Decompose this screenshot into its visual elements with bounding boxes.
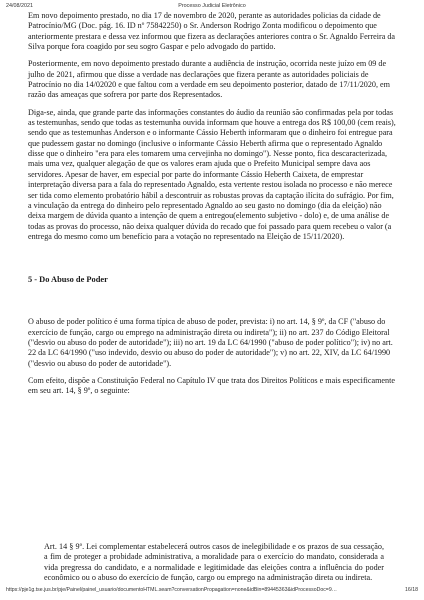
paragraph-audio-evidence: Diga-se, ainda, que grande parte das informações constantes do áudio da reunião são confirmadas pela por todas as testemunhas, sendo que todas as testemunha ouvida informam que houve a entrega dos R$ 100,00 (cem reais), sendo que as testemunhas Anderson e o informante Cássio Heberth informaram que o dinheiro foi entregue para que pudessem gastar no domingo (inclusive o informante Cássio Heberth afirma que o representado Agnaldo disse que o dinheiro "era para eles tomarem uma cervejinha no domingo"). Nesse ponto, fica descaracterizada, mais uma vez, qualquer alegação de que os valores eram ajuda que o Prefeito Municipal sempre dava aos servidores. Apesar de haver, em especial por parte do informante Cássio Heberth Caixeta, de emprestar interpretação diversa para a fala do representado Agnaldo, esta vertente restou isolada no processo e não merece ser tida como elemento probatório hábil a descontruir as robustas provas da captação ilícita do sufrágio. Por fim, a vinculação da entrega do dinheiro pelo representado Agnaldo ao seu gasto no domingo (dia da eleição) não deixa margem de dúvida quanto a intenção de quem a entregou(elemento subjetivo - dolo) e, de uma análise de todas as provas do processo, não deixa qualquer dúvida do recado que foi passado para quem recebeu o valor (a entrega do mesmo como um benefício para a votação no representado na Eleição de 15/11/2020). — [28, 107, 396, 241]
paragraph-constitution-intro: Com efeito, dispõe a Constituição Federal no Capítulo IV que trata dos Direitos Políticos e mais especificamente em seu art. 14, § 9º, o seguinte: — [28, 375, 395, 396]
document-url-link[interactable]: https://pje1g.tse.jus.br/pje/Painel/painel_usuario/documentoHTML.seam?conversationPropagation=none&idBin=89445363&idProcessoDoc=9… — [6, 587, 337, 593]
paragraph-political-abuse: O abuso de poder político é uma forma típica de abuso de poder, prevista: i) no art. 14, § 9º, da CF ("abuso do exercício de função, cargo ou emprego na administração direta ou indireta"); ii) no art. 237 do Código Eleitoral ("desvio ou abuso do poder de autoridade"); iii) no art. 19 da LC 64/1990 ("abuso de poder político"); iv) no art. 22 da LC 64/1990 ("uso indevido, desvio ou abuso do poder de autoridade"); v) no art. 22, XIV, da LC 64/1990 ("desvio ou abuso do poder de autoridade"). — [28, 317, 393, 368]
document-body — [28, 11, 398, 397]
print-date: 24/08/2021 — [6, 3, 33, 9]
paragraph-hearing-testimony: Posteriormente, em novo depoimento prestado durante a audiência de instrução, ocorrida neste juízo em 09 de julho de 2021, afirmou que disse a verdade nas declarações que fizera perante as autoridades policiais de Patrocínio no dia 14/02020 e que faltou com a verdade em seu depoimento posterior, datado de 17/11/2020, em razão das ameaças que sofrera por parte dos Representados. — [28, 59, 390, 100]
section-heading-abuse-of-power: 5 - Do Abuso de Poder — [28, 275, 108, 285]
paragraph-new-testimony: Em novo depoimento prestado, no dia 17 de novembro de 2020, perante as autoridades policias da cidade de Patrocínio/MG (Doc. pág. 16. ID nº 75842250) o Sr. Anderson Rodrigo Zonta modificou o depoimento que anteriormente prestara e dessa vez informou que fizera as declarações anteriores contra o Sr. Agnaldo Ferreira da Silva porque fora coagido por seu sogro Gaspar e pelo advogado do partido. — [28, 11, 396, 52]
page-number: 16/18 — [405, 587, 418, 593]
constitution-article-quote: Art. 14 § 9º. Lei complementar estabelecerá outros casos de inelegibilidade e os prazos de sua cessação, a fim de proteger a probidade administrativa, a moralidade para o exercício do mandato, considerada a vida pregressa do candidato, e a normalidade e legitimidade das eleições contra a influência do poder econômico ou o abuso do exercício de função, cargo ou emprego na administração direta ou indireta. — [44, 542, 384, 583]
document-system-title: Processo Judicial Eletrônico — [178, 3, 246, 9]
page-footer — [6, 587, 418, 595]
